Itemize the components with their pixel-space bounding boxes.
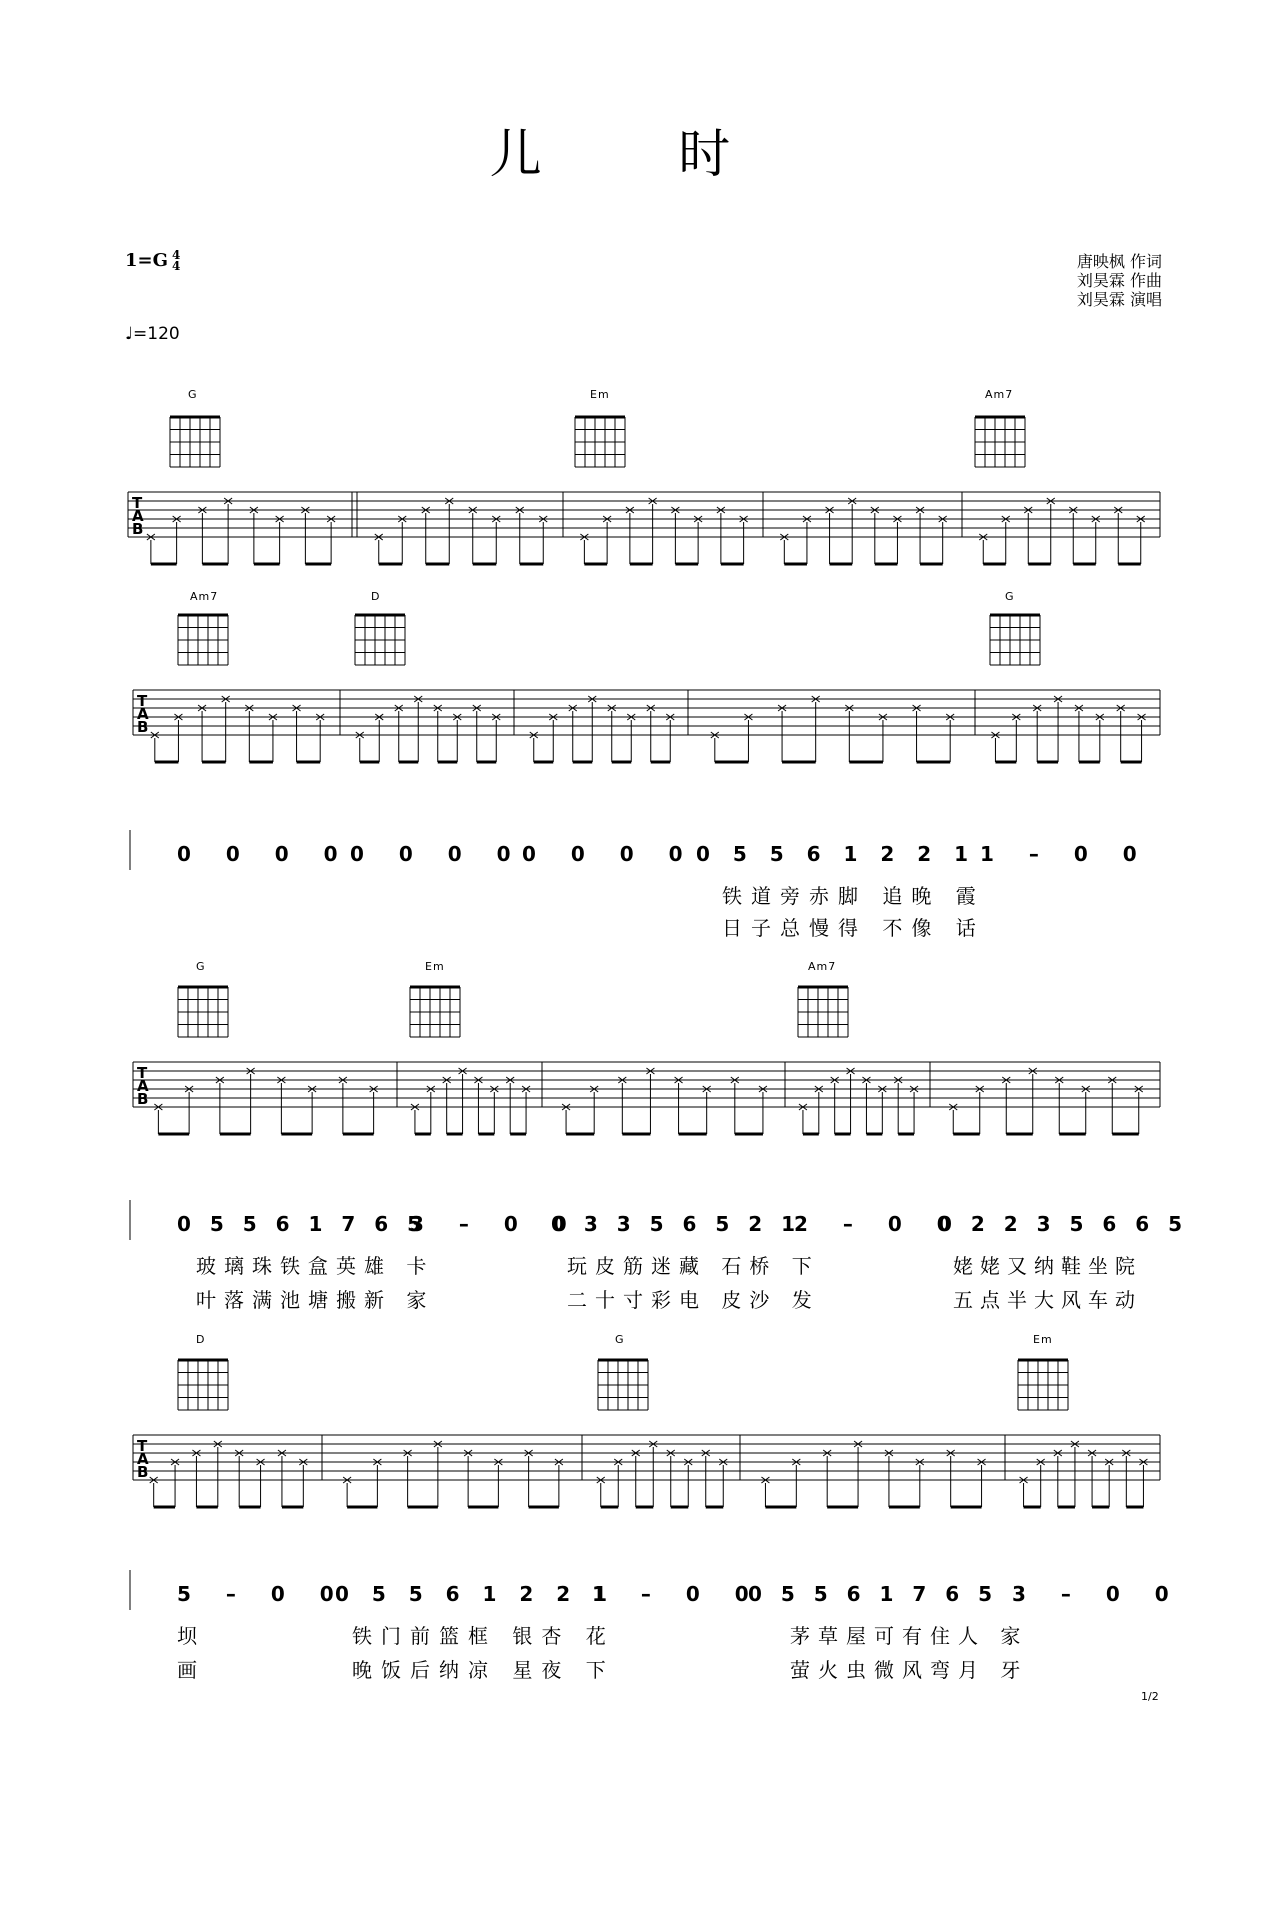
- chord-name: Am7: [190, 590, 219, 603]
- lyric-line: 铁道旁赤脚 追晚 霞: [722, 884, 985, 908]
- tab-clef-letter: B: [137, 1463, 149, 1481]
- key-label: 1=G: [125, 250, 168, 271]
- measure-notation: 1 – 0 0: [592, 1582, 763, 1606]
- lyric-line: 玩皮筋迷藏 石桥 下: [567, 1254, 820, 1278]
- chord-name: G: [615, 1333, 625, 1346]
- measure-notation: 1 – 0 0: [980, 842, 1151, 866]
- chord-name: Am7: [985, 388, 1014, 401]
- tab-clef-letter: T: [132, 494, 143, 512]
- tab-clef-letter: A: [137, 1077, 149, 1095]
- chord-name: Am7: [808, 960, 837, 973]
- measure-notation: 0 5 5 6 1 7 6 5: [748, 1582, 999, 1606]
- singer-credit: 刘昊霖 演唱: [1076, 290, 1162, 309]
- lyric-line: 茅草屋可有住人 家: [790, 1624, 1029, 1648]
- tab-clef-letter: B: [132, 520, 144, 538]
- measure-notation: 0 0 0 0: [522, 842, 697, 866]
- page-number: 1/2: [1141, 1690, 1159, 1703]
- tempo-value: =120: [133, 324, 180, 344]
- lyric-line: 坝: [177, 1624, 198, 1648]
- measure-notation: 0 3 3 5 6 5 2 1: [551, 1212, 802, 1236]
- song-title: 儿 时: [489, 125, 791, 185]
- chord-name: G: [188, 388, 198, 401]
- lyric-line: 晚饭后纳凉 星夜 下: [352, 1658, 615, 1682]
- tab-clef-letter: A: [137, 705, 149, 723]
- lyric-line: 画: [177, 1658, 198, 1682]
- tab-clef-letter: B: [137, 1090, 149, 1108]
- chord-name: G: [1005, 590, 1015, 603]
- lyric-line: 五点半大风车动: [953, 1288, 1142, 1312]
- chord-name: Em: [425, 960, 445, 973]
- measure-notation: 3 – 0 0: [410, 1212, 581, 1236]
- lyric-line: 叶落满池塘搬新 家: [196, 1288, 435, 1312]
- tab-clef-letter: A: [132, 507, 144, 525]
- time-sig-num: 4: [171, 248, 181, 262]
- measure-notation: 0 5 5 6 1 7 6 5: [177, 1212, 428, 1236]
- tab-clef-letter: T: [137, 692, 148, 710]
- lyricist-credit: 唐映枫 作词: [1076, 252, 1162, 271]
- time-sig-den: 4: [171, 259, 181, 273]
- composer-credit: 刘昊霖 作曲: [1076, 271, 1162, 290]
- lyric-line: 萤火虫微风弯月 牙: [790, 1658, 1029, 1682]
- tab-clef-letter: A: [137, 1450, 149, 1468]
- lyric-line: 日子总慢得 不像 话: [722, 916, 985, 940]
- lyric-line: 铁门前篮框 银杏 花: [352, 1624, 615, 1648]
- measure-notation: 5 – 0 0: [177, 1582, 348, 1606]
- lyric-line: 姥姥又纳鞋坐院: [953, 1254, 1142, 1278]
- quarter-note-icon: ♩: [125, 324, 134, 344]
- chord-name: D: [371, 590, 381, 603]
- chord-name: G: [196, 960, 206, 973]
- measure-notation: 0 2 2 3 5 6 6 5: [938, 1212, 1189, 1236]
- measure-notation: 0 5 5 6 1 2 2 1: [696, 842, 977, 866]
- tab-clef-letter: T: [137, 1437, 148, 1455]
- measure-notation: 3 – 0 0: [1012, 1582, 1183, 1606]
- chord-name: Em: [590, 388, 610, 401]
- measure-notation: 0 0 0 0: [350, 842, 525, 866]
- measure-notation: 0 0 0 0: [177, 842, 352, 866]
- chord-name: D: [196, 1333, 206, 1346]
- tab-clef-letter: B: [137, 718, 149, 736]
- lyric-line: 二十寸彩电 皮沙 发: [567, 1288, 820, 1312]
- measure-notation: 2 – 0 0: [794, 1212, 965, 1236]
- chord-name: Em: [1033, 1333, 1053, 1346]
- lyric-line: 玻璃珠铁盒英雄 卡: [196, 1254, 435, 1278]
- tab-clef-letter: T: [137, 1064, 148, 1082]
- measure-notation: 0 5 5 6 1 2 2 1: [335, 1582, 616, 1606]
